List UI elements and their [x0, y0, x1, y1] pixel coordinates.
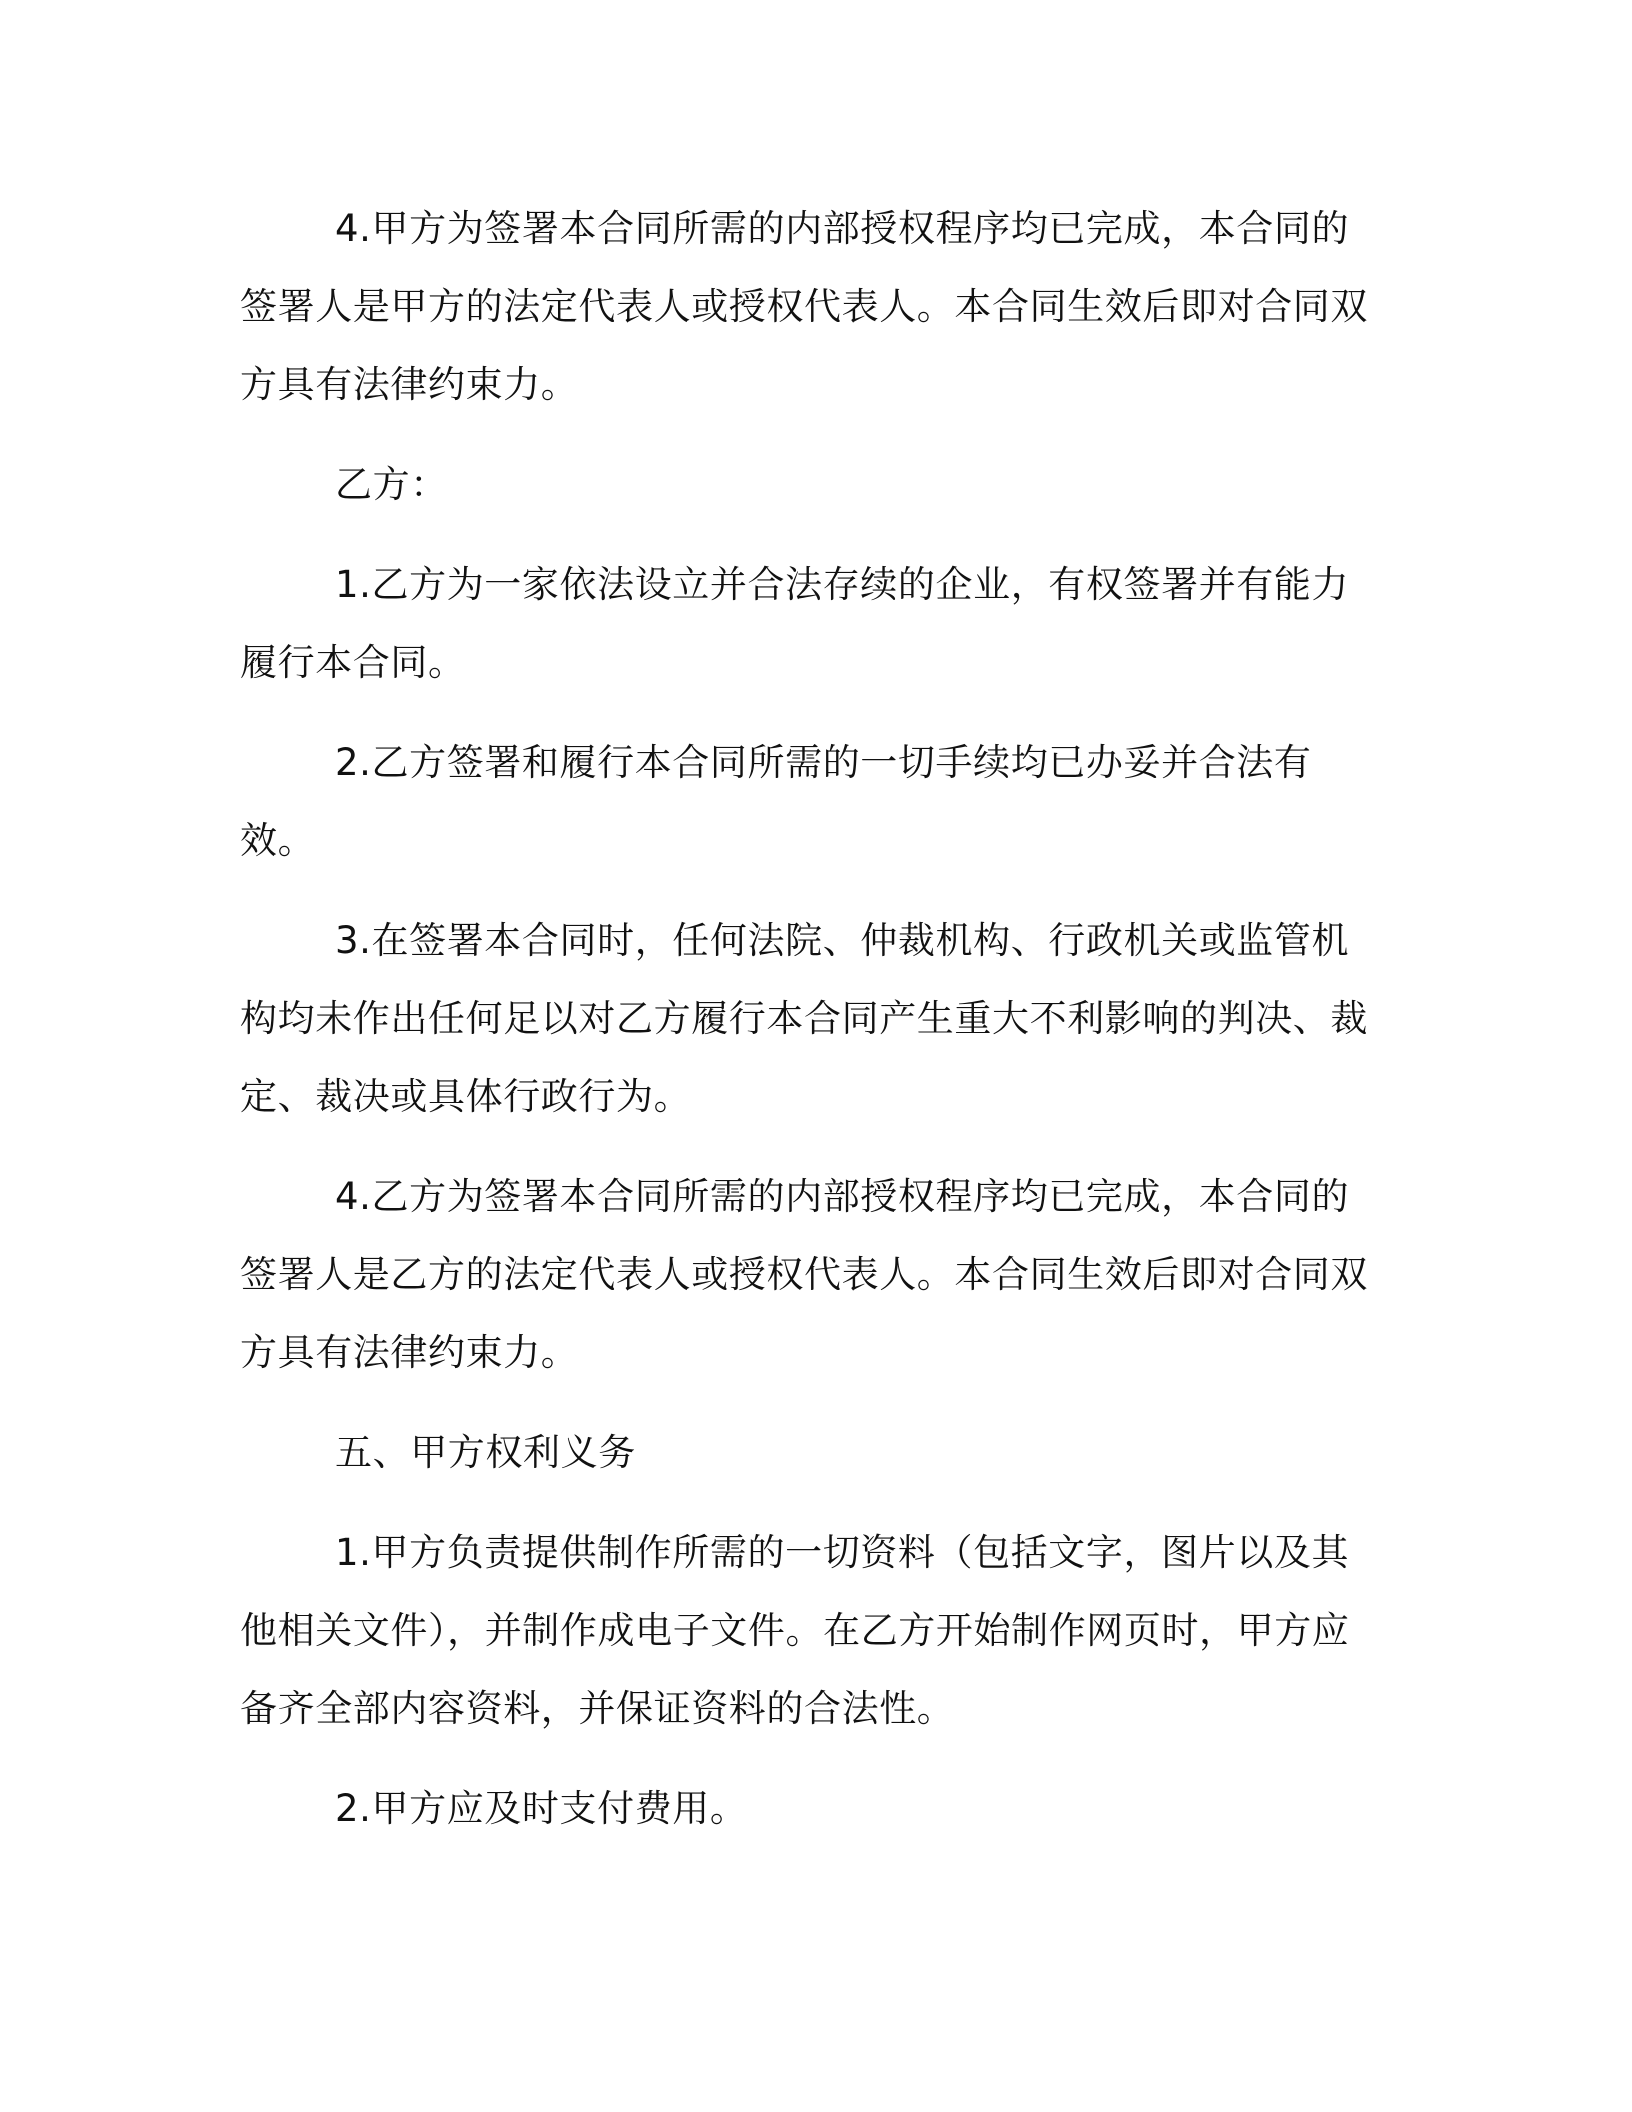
document-body — [240, 190, 1380, 1848]
paragraph-party-a-duty-2: 2.甲方应及时支付费用。 — [335, 1787, 748, 1830]
section-heading-5: 五、甲方权利义务 — [335, 1431, 636, 1474]
paragraph-party-b-clause-3: 3.在签署本合同时，任何法院、仲裁机构、行政机关或监管机构均未作出任何足以对乙方履行本合同产生重大不利影响的判决、裁定、裁决或具体行政行为。 — [240, 919, 1368, 1118]
paragraph-party-a-clause-4: 4.甲方为签署本合同所需的内部授权程序均已完成，本合同的签署人是甲方的法定代表人或授权代表人。本合同生效后即对合同双方具有法律约束力。 — [240, 207, 1368, 406]
paragraph-party-b-clause-4: 4.乙方为签署本合同所需的内部授权程序均已完成，本合同的签署人是乙方的法定代表人或授权代表人。本合同生效后即对合同双方具有法律约束力。 — [240, 1175, 1368, 1374]
paragraph-party-a-duty-1: 1.甲方负责提供制作所需的一切资料（包括文字，图片以及其他相关文件），并制作成电子文件。在乙方开始制作网页时，甲方应备齐全部内容资料，并保证资料的合法性。 — [240, 1531, 1350, 1730]
paragraph-party-b-clause-2: 2.乙方签署和履行本合同所需的一切手续均已办妥并合法有效。 — [240, 741, 1312, 862]
heading-party-b: 乙方： — [335, 463, 448, 506]
paragraph-party-b-clause-1: 1.乙方为一家依法设立并合法存续的企业，有权签署并有能力履行本合同。 — [240, 563, 1350, 684]
